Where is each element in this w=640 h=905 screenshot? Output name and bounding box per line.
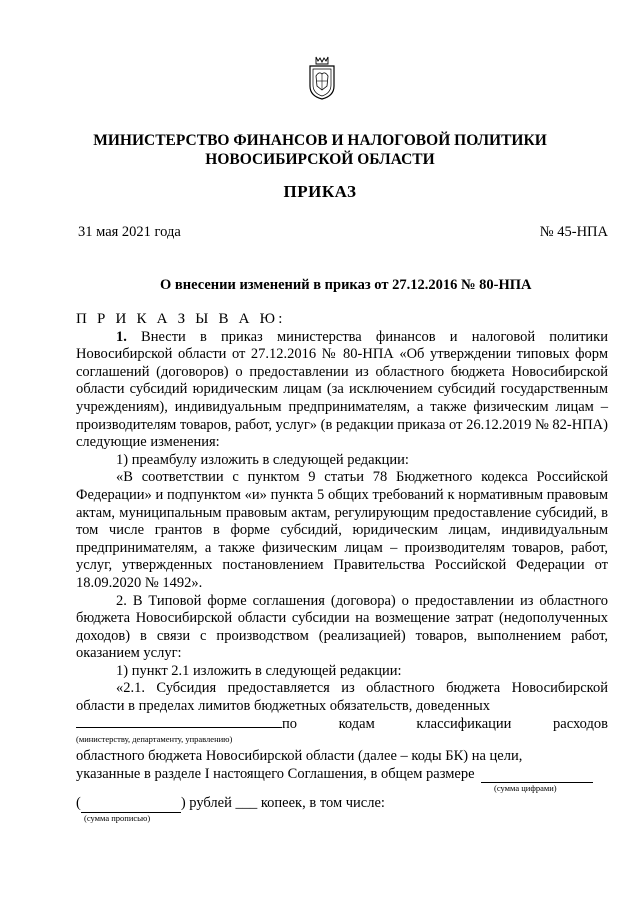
codes-word-4: расходов bbox=[553, 715, 608, 732]
document-type: ПРИКАЗ bbox=[283, 182, 357, 201]
codes-word-1: по bbox=[282, 715, 298, 732]
document-number: № 45-НПА bbox=[539, 224, 608, 240]
paragraph-1 bbox=[76, 329, 608, 452]
hint-sum-digits: (сумма цифрами) bbox=[494, 783, 557, 794]
document-body bbox=[76, 311, 608, 823]
paragraph-2-continuation-1: областного бюджета Новосибирской области (далее – коды БК) на цели, bbox=[76, 748, 523, 765]
paragraph-1-quote: «В соответствии с пунктом 9 статьи 78 Бюджетного кодекса Российской Федерации» и подпунктом «и» пункта 5 общих требований к нормативным правовым актам, муниципальным правовым актам, регулирующим предоставление субсидий, в том числе грантов в форме субсидий, юридическим лицам, индивидуальным предпринимателям, а также физическим лицам – производителям товаров, работ, услуг, утвержденных постановлением Правительства Российской Федерации от 18.09.2020 № 1492». bbox=[76, 469, 608, 591]
document-date: 31 мая 2021 года bbox=[78, 224, 181, 240]
paragraph-2: 2. В Типовой форме соглашения (договора) о предоставлении из областного бюджета Новосибирской области субсидии на возмещение затрат (недополученных доходов) в связи с производством (реализацией) товаров, выполнением работ, оказанием услуг: bbox=[76, 592, 608, 662]
ministry-name bbox=[80, 131, 560, 169]
hint-sum-words: (сумма прописью) bbox=[84, 813, 151, 824]
document-subject: О внесении изменений в приказ от 27.12.2016 № 80-НПА bbox=[160, 277, 532, 293]
codes-word-2: кодам bbox=[338, 715, 375, 732]
orders-heading: П Р И К А З Ы В А Ю: bbox=[76, 311, 286, 327]
rubles-kopecks-text: ) рублей ___ копеек, в том числе: bbox=[180, 795, 385, 812]
paragraph-2-quote: «2.1. Субсидия предоставляется из областного бюджета Новосибирской области в пределах лимитов бюджетных обязательств, доведенных bbox=[76, 680, 608, 715]
coat-of-arms-emblem bbox=[307, 56, 337, 100]
ministry-blank-group bbox=[76, 716, 297, 734]
paragraph-2-continuation-2: указанные в разделе I настоящего Соглашения, в общем размере bbox=[76, 765, 475, 782]
total-amount-line bbox=[76, 766, 608, 784]
sum-words-line bbox=[76, 795, 608, 813]
ministry-line-1: МИНИСТЕРСТВО ФИНАНСОВ И НАЛОГОВОЙ ПОЛИТИКИ bbox=[93, 132, 547, 149]
budget-codes-line bbox=[76, 716, 608, 734]
paragraph-1-number: 1. bbox=[116, 328, 127, 345]
ministry-line-2: НОВОСИБИРСКОЙ ОБЛАСТИ bbox=[205, 151, 435, 168]
paragraph-2-item-1: 1) пункт 2.1 изложить в следующей редакции: bbox=[116, 662, 402, 679]
paragraph-1-text: Внести в приказ министерства финансов и налоговой политики Новосибирской области от 27.12.2016 № 80-НПА «Об утверждении типовых форм соглашений (договоров) о предоставлении из областного бюджета Новосибирской области субсидий юридическим лицам (за исключением субсидий государственным учреждениям), индивидуальным предпринимателям, а также физическим лицам – производителям товаров, работ, услуг» (в редакции приказа от 26.12.2019 № 82-НПА) следующие изменения: bbox=[76, 328, 608, 451]
open-paren: ( bbox=[76, 795, 81, 812]
paragraph-1-item-1: 1) преамбулу изложить в следующей редакции: bbox=[116, 451, 409, 468]
hint-ministry: (министерству, департаменту, управлению) bbox=[76, 734, 233, 745]
ministry-blank bbox=[76, 727, 282, 728]
codes-word-3: классификации bbox=[416, 715, 512, 732]
date-number-row bbox=[78, 224, 608, 241]
